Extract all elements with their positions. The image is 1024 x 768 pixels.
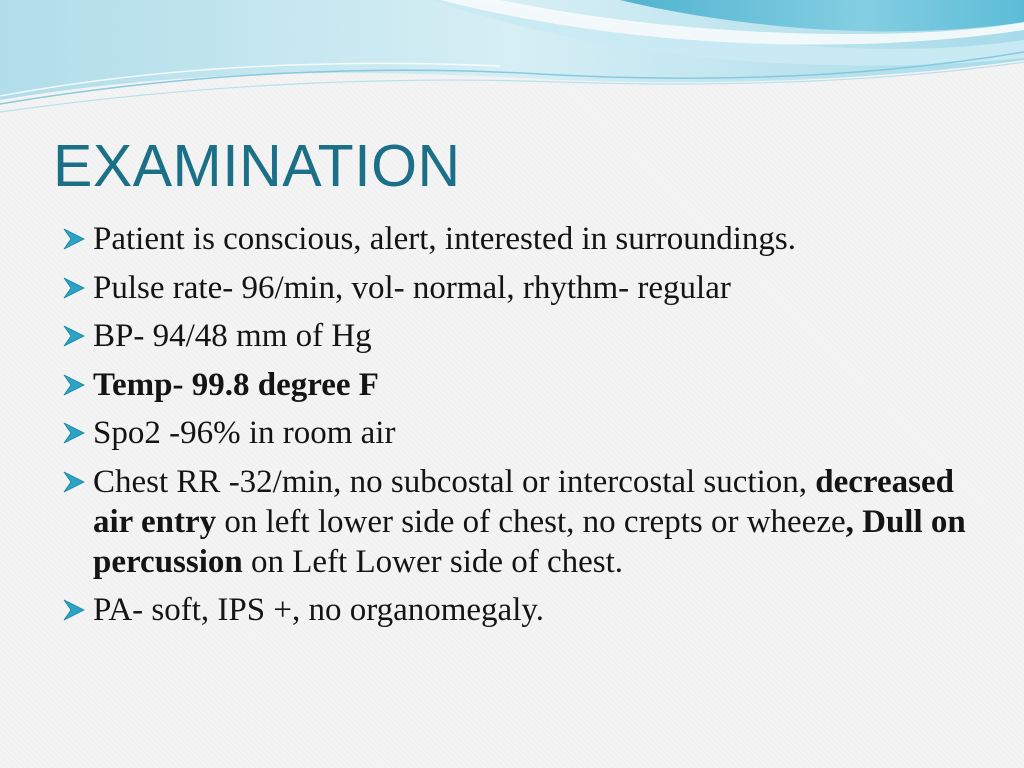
arrow-bullet-icon — [62, 324, 88, 348]
bullet-text-segment: Patient is conscious, alert, interested in surroundings. — [93, 221, 796, 257]
bullet-text-segment: PA- soft, IPS +, no organomegaly. — [93, 592, 544, 628]
bullet-text-segment: BP- 94/48 mm of Hg — [93, 318, 372, 354]
bullet-text — [93, 221, 796, 257]
bullet-text — [93, 270, 731, 306]
bullet-text-bold: , Dull on percussion — [93, 503, 966, 580]
slide-title: EXAMINATION — [53, 133, 461, 199]
bullet-text — [93, 367, 379, 403]
bullet-text — [93, 464, 966, 580]
arrow-bullet-icon — [62, 276, 88, 300]
arrow-bullet-icon — [62, 421, 88, 445]
bullet-item — [62, 219, 992, 259]
bullet-text-bold: Temp- 99.8 degree F — [93, 366, 379, 403]
bullet-list — [62, 219, 992, 639]
bullet-text-segment: Pulse rate- 96/min, vol- normal, rhythm- regular — [93, 269, 731, 306]
bullet-item — [62, 316, 992, 356]
bullet-item — [62, 590, 992, 630]
bullet-item — [62, 413, 992, 453]
bullet-text-segment: Spo2 -96% in room air — [93, 415, 396, 451]
bullet-text-segment: Chest RR -32/min, no subcostal or intercostal suction, — [93, 463, 816, 500]
bullet-text-bold: decreased air entry — [93, 463, 954, 540]
bullet-item — [62, 268, 992, 308]
bullet-text — [93, 318, 372, 354]
arrow-bullet-icon — [62, 598, 88, 622]
bullet-text — [93, 415, 395, 451]
bullet-text-segment: on Left Lower side of chest. — [242, 543, 624, 580]
bullet-text — [93, 592, 544, 628]
bullet-item — [62, 462, 992, 582]
bullet-item — [62, 365, 992, 405]
arrow-bullet-icon — [62, 470, 88, 494]
arrow-bullet-icon — [62, 227, 88, 251]
arrow-bullet-icon — [62, 373, 88, 397]
header-wave-decoration — [0, 0, 1024, 130]
bullet-text-segment: on left lower side of chest, no crepts or wheeze — [216, 503, 846, 540]
